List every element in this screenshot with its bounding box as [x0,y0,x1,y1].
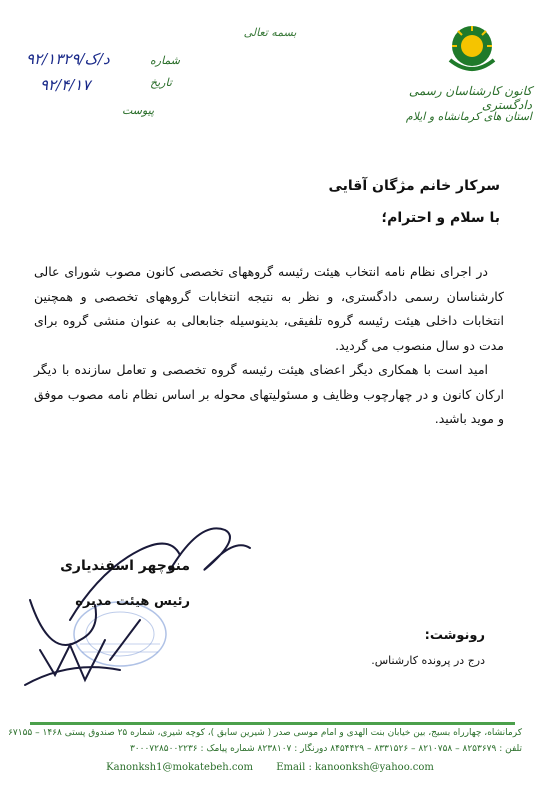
number-value: ۹۲/د/ک/۱۳۲۹ [26,50,110,68]
footer-address: کرمانشاه، چهارراه بسیج، بین خیابان بنت الهدی و امام موسی صدر ( شیرین سابق )، کوچه شیری، شماره ۲۵ صندوق پستی ۱۴۶۸ – ۶۷۱۵۵ [8,728,522,738]
cc-text: درج در پرونده کارشناس. [371,654,485,667]
footer-phones: تلفن : ۸۲۵۳۶۷۹ – ۸۲۱۰۷۵۸ – ۸۳۳۱۵۲۶ – ۸۴۵۴۴۲۹ دورنگار : ۸۲۳۸۱۰۷ شماره پیامک : ۳۰۰۰۷۲۸۵۰۰۲۲۳۶ [129,744,522,754]
organization-logo [436,22,508,82]
attachment-label: پیوست [122,104,155,117]
body-paragraph: امید است با همکاری دیگر اعضای هیئت رئیسه گروه تخصصی و تعامل سازنده با دیگر ارکان کانون و در چهارچوب وظایف و مسئولیتهای محوله بر اساس نظام نامه مصوب موفق و موید باشید. [34,362,504,426]
footer-divider [30,722,515,725]
date-value: ۹۲/۴/۱۷ [40,76,91,94]
cc-label: رونوشت: [424,628,485,643]
signatory-title: رئیس هیئت مدیره [75,594,190,609]
addressee: سرکار خانم مژگان آقایی [328,178,500,194]
footer-emails [60,762,480,773]
date-label: تاریخ [150,76,172,89]
number-label: شماره [150,54,181,67]
greeting: با سلام و احترام؛ [381,210,500,226]
bismillah-heading: بسمه تعالی [243,26,297,39]
footer-email-link[interactable]: Kanonksh1@mokatebeh.com [106,762,253,773]
body-paragraph: در اجرای نظام نامه انتخاب هیئت رئیسه گروههای تخصصی کانون مصوب شورای عالی کارشناسان رسمی دادگستری، و نظر به نتیجه انتخابات گروههای تخصصی و همچنین انتخابات داخلی هیئت رئیسه گروه تلفیقی، بدینوسیله جنابعالی به عنوان منشی گروه برای مدت دو سال منصوب می گردید. [34,264,504,353]
signatory-name: منوچهر اسفندیاری [60,558,190,574]
organization-region: استان های کرمانشاه و ایلام [405,110,532,123]
organization-name: کانون کارشناسان رسمی دادگستری [408,84,532,112]
letter-body [34,260,504,432]
footer-email-link[interactable]: Email : kanoonksh@yahoo.com [276,762,434,773]
